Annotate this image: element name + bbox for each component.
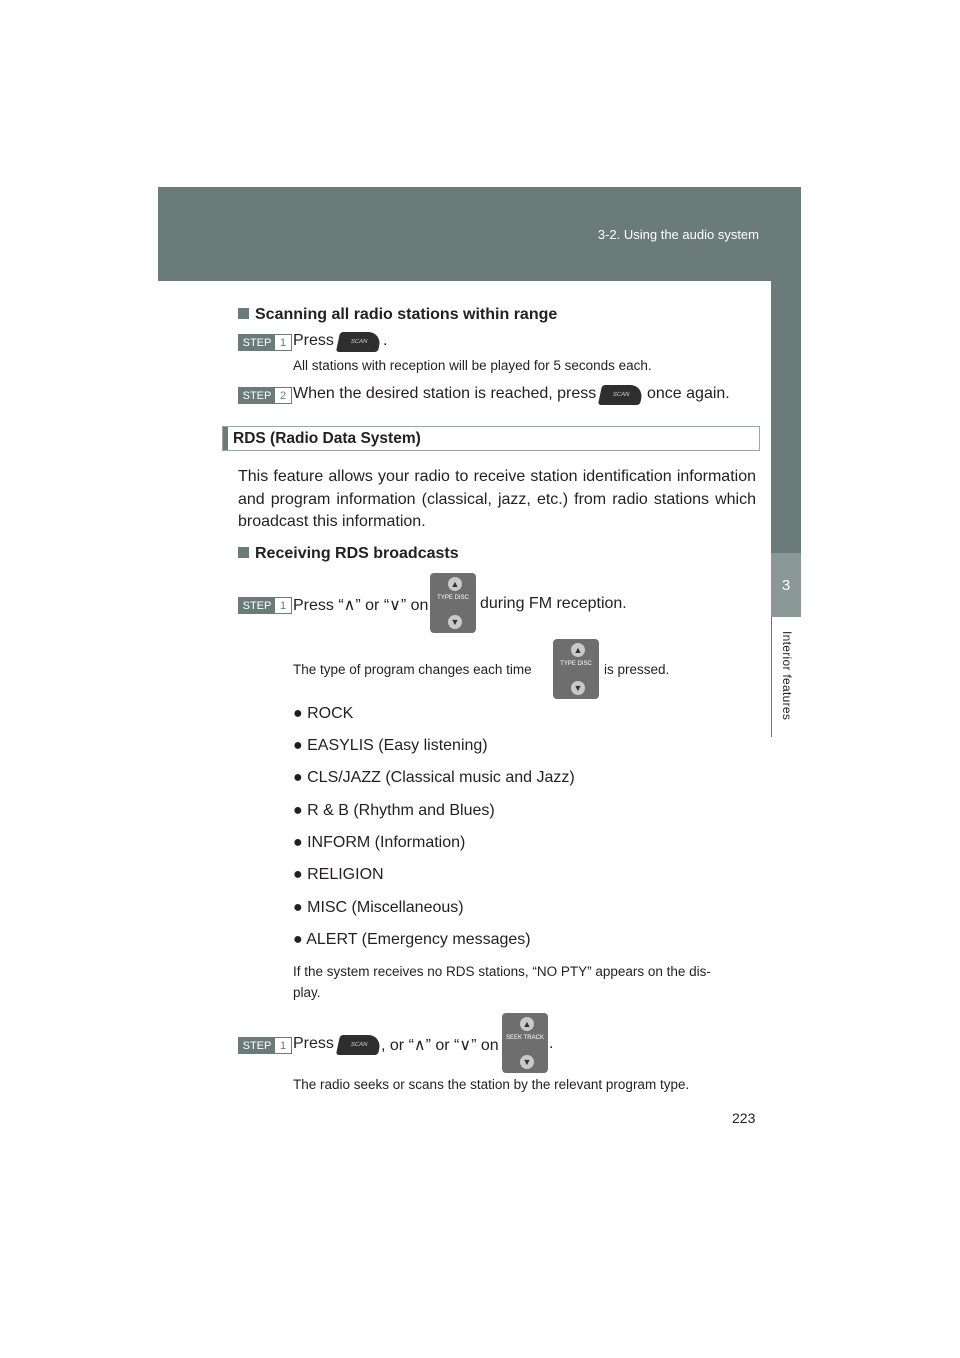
step-badge: STEP 1 <box>238 1037 292 1054</box>
section-header <box>222 426 760 451</box>
step-text-end: once again. <box>647 385 730 402</box>
chevron-down-icon: ▼ <box>571 681 585 695</box>
scan-note: All stations with reception will be played for 5 seconds each. <box>293 358 652 373</box>
step-badge: STEP 1 <box>238 334 292 351</box>
no-pty-note: play. <box>293 985 321 1000</box>
step-text-middle: , or “∧” or “∨” on <box>381 1037 499 1054</box>
section-title-rds: RDS (Radio Data System) <box>233 430 421 447</box>
type-note: The type of program changes each time <box>293 662 532 677</box>
list-item: ● MISC (Miscellaneous) <box>293 899 464 916</box>
step-text: Press <box>293 332 334 349</box>
step-text: Press “∧” or “∨” on <box>293 597 429 614</box>
scan-button-icon: SCAN <box>336 1035 382 1055</box>
type-note-end: is pressed. <box>604 662 670 677</box>
chevron-up-icon: ▲ <box>571 643 585 657</box>
rds-intro <box>238 466 756 534</box>
step-text-end: . <box>383 332 388 349</box>
rocker-label: SEEK TRACK <box>506 1035 544 1041</box>
list-item: ● ROCK <box>293 705 354 722</box>
seek-track-rocker-icon <box>502 1013 548 1073</box>
rocker-label: TYPE DISC <box>437 595 469 601</box>
chapter-label: Interior features <box>780 631 794 721</box>
chapter-number: 3 <box>771 553 801 617</box>
intro-line: and program information (classical, jazz, etc.) from radio stations which <box>238 490 756 508</box>
scan-button-icon: SCAN <box>598 385 644 405</box>
step-text: Press <box>293 1035 334 1052</box>
chevron-up-icon: ▲ <box>448 577 462 591</box>
list-item: ● RELIGION <box>293 866 384 883</box>
step-text-end: during FM reception. <box>480 595 627 612</box>
section-title: 3-2. Using the audio system <box>597 227 759 242</box>
step-badge: STEP 1 <box>238 597 292 614</box>
list-item: ● ALERT (Emergency messages) <box>293 931 531 948</box>
list-item: ● R & B (Rhythm and Blues) <box>293 802 495 819</box>
rocker-label: TYPE DISC <box>560 661 592 667</box>
scan-heading: Scanning all radio stations within range <box>238 306 557 324</box>
chevron-down-icon: ▼ <box>520 1055 534 1069</box>
list-item: ● CLS/JAZZ (Classical music and Jazz) <box>293 769 575 786</box>
list-item: ● EASYLIS (Easy listening) <box>293 737 488 754</box>
seek-note: The radio seeks or scans the station by the relevant program type. <box>293 1077 690 1092</box>
chapter-label-box <box>771 617 802 737</box>
page-number: 223 <box>732 1110 756 1126</box>
intro-line: broadcast this information. <box>238 513 426 530</box>
scan-button-icon: SCAN <box>336 332 382 352</box>
square-bullet-icon <box>238 547 249 558</box>
no-pty-note: If the system receives no RDS stations, “NO PTY” appears on the dis- <box>293 964 711 979</box>
type-disc-rocker-icon <box>430 573 476 633</box>
step-text: When the desired station is reached, press <box>293 385 597 402</box>
type-disc-rocker-icon <box>553 639 599 699</box>
side-tab-bar <box>771 187 801 553</box>
step-badge: STEP 2 <box>238 387 292 404</box>
header-band <box>158 187 801 281</box>
list-item: ● INFORM (Information) <box>293 834 466 851</box>
receiving-heading: Receiving RDS broadcasts <box>238 545 459 563</box>
square-bullet-icon <box>238 308 249 319</box>
chevron-down-icon: ▼ <box>448 615 462 629</box>
step-text-end: . <box>549 1035 554 1052</box>
chevron-up-icon: ▲ <box>520 1017 534 1031</box>
intro-line: This feature allows your radio to receive station identification information <box>238 468 756 485</box>
section-accent <box>223 427 228 450</box>
